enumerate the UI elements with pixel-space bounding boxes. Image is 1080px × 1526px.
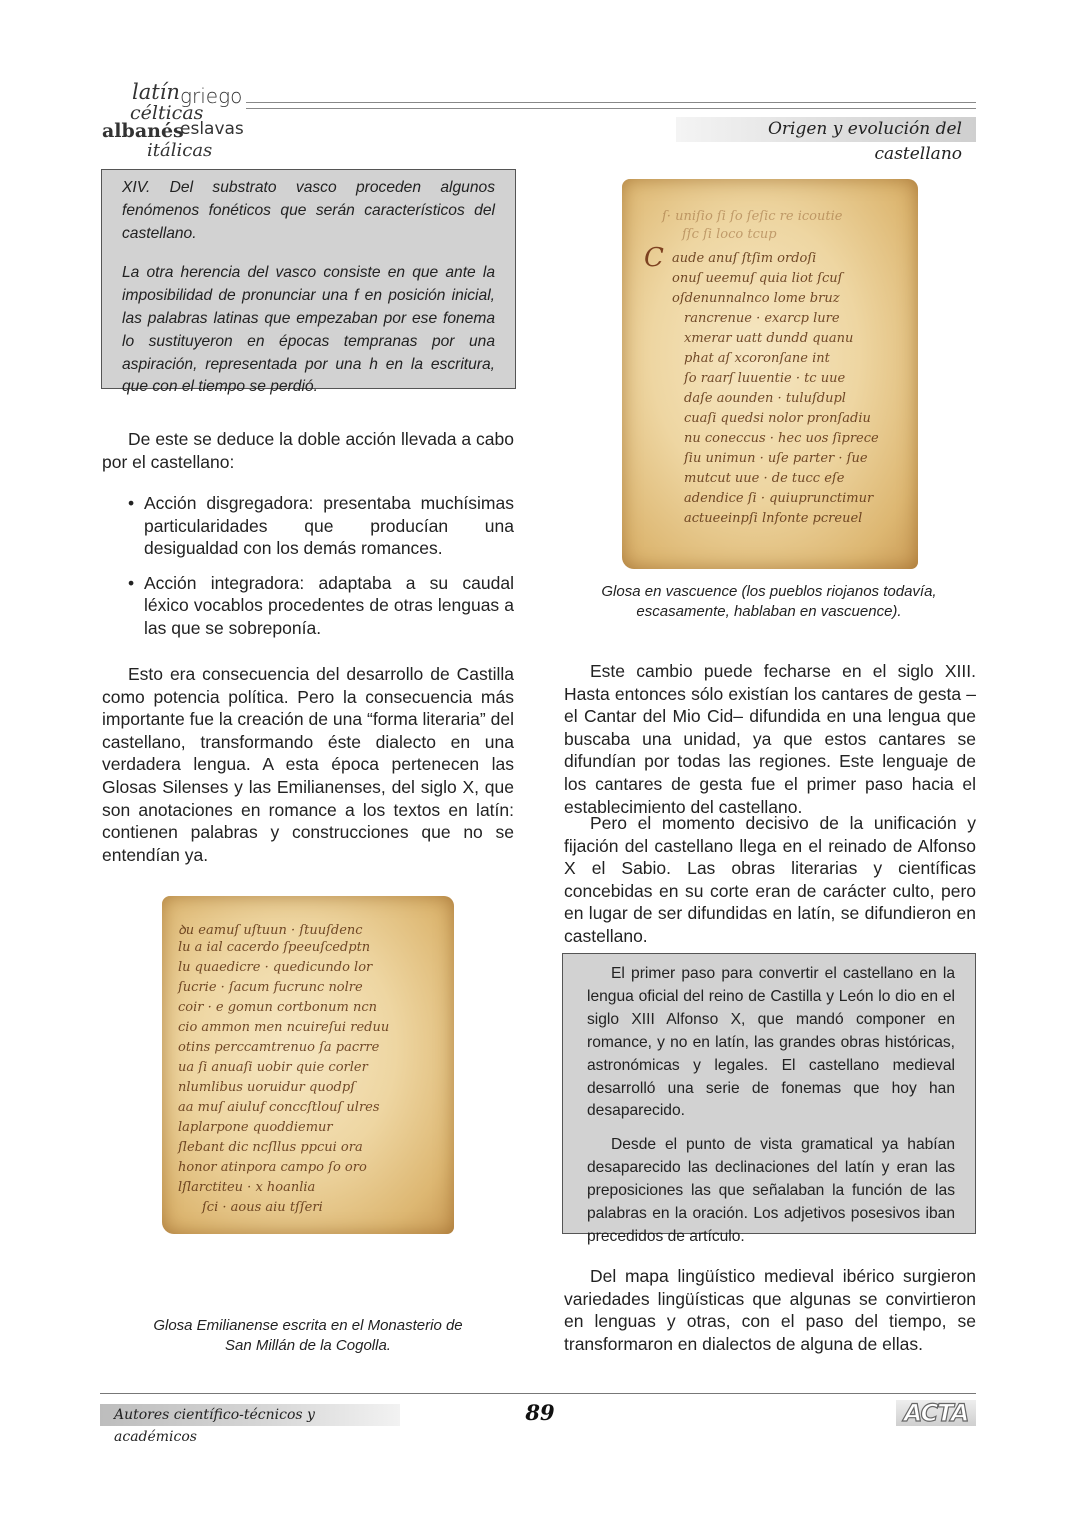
alfonso-box-p1: El primer paso para convertir el castellano en la lengua oficial del reino de Castilla y León lo dio en el siglo XIII Alfonso X, que mandó componer en romance, y no en latín, las grandes obras históricas, astronómicas y legales. El castellano medieval desarrolló una serie de fonemas que hoy han desaparecido. <box>587 965 955 1120</box>
list-item: • Acción integradora: adaptaba a su caudal léxico vocablos procedentes de otras lenguas a las que se sobreponía. <box>128 572 514 638</box>
manuscript-script-line: ꝺu eamuſ uſtuun · ſtuuſdenc <box>178 923 363 938</box>
vasco-box-p1: XIV. Del substrato vasco proceden algunos fenómenos fonéticos que serán característicos del castellano. <box>122 179 495 242</box>
bullet-integradora: Acción integradora: adaptaba a su caudal léxico vocablos procedentes de otras lenguas a las que se sobreponía. <box>144 572 514 638</box>
manuscript-script-line: ſlebant dic ncſllus ppcui ora <box>178 1140 363 1155</box>
list-item: • Acción disgregadora: presentaba muchísimas particularidades que producían una desigualdad con los demás romances. <box>128 493 514 559</box>
manuscript-script-line: ſ· uniſio ſi ſo ſeſic re icoutie <box>662 209 843 224</box>
logo-word-griego: griego <box>180 84 243 108</box>
manuscript-script-line: ſci · aous aiu tſſeri <box>202 1200 323 1215</box>
manuscript-script-line: honor atinpora campo ſo oro <box>178 1160 367 1175</box>
manuscript-script-line: daſe aounden · tuluſdupl <box>684 391 846 406</box>
manuscript-script-line: oſdenunnalnco lome bruz <box>672 291 840 306</box>
manuscript-script-line: actueeinpſi lnfonte pcreuel <box>684 511 863 526</box>
manuscript-script-line: cio ammon men ncuireſui reduu <box>178 1020 390 1035</box>
manuscript-script-line: ſucrie · ſacum fucrunc nolre <box>178 980 363 995</box>
alfonso-box-p2: Desde el punto de vista gramatical ya habían desaparecido las declinaciones del latín y eran las preposiciones las que señalaban la función de las palabras en la oración. Los adjetivos posesivos iban precedidos de artículo. <box>587 1136 955 1245</box>
manuscript-script-line: lu a ial cacerdo ſpeeuſcedptn <box>178 940 371 955</box>
manuscript-script-line: adendice ſi · quiuprunctimur <box>684 491 874 506</box>
manuscript-script-line: otins perccamtrenuo ſa pacrre <box>178 1040 380 1055</box>
vasco-box-p2: La otra herencia del vasco consiste en que ante la imposibilidad de pronunciar una f en posición inicial, las palabras latinas que empezaban por ese fonema lo sustituyeron en épocas tempranas por una aspiración, representada por una h en la escritura, que con el tiempo se perdió. <box>122 264 495 396</box>
manuscript-script-line: ſſc ſi loco tcup <box>682 227 777 242</box>
glosa-vascuence-image <box>622 179 918 569</box>
castilla-paragraph: Esto era consecuencia del desarrollo de Castilla como potencia política. Pero la consecuencia más importante fue la creación de una “forma literaria” del castellano, transformando éste dialecto en una verdadera lengua. A esta época pertenecen las Glosas Silenses y las Emilianenses, del siglo X, que son anotaciones en romance a los textos en latín: contienen palabras y construcciones que no se entendían ya. <box>102 664 514 865</box>
logo-word-latin: latín <box>132 80 180 104</box>
manuscript-script-line: nlumlibus uoruidur quodpſ <box>178 1080 356 1095</box>
manuscript-script-line: mutcut uue · de tucc eſe <box>684 471 845 486</box>
manuscript-script-line: rancrenue · exarcp lure <box>684 311 840 326</box>
glosa-vascuence-caption: Glosa en vascuence (los pueblos riojanos todavía, escasamente, hablaban en vascuence). <box>601 583 937 620</box>
manuscript-script-line: ſiu unimun · uſe parter · ſue <box>684 451 868 466</box>
bullet-disgregadora: Acción disgregadora: presentaba muchísimas particularidades que producían una desigualdad con los demás romances. <box>144 493 514 559</box>
manuscript-script-line: laplarpone quoddiemur <box>178 1120 333 1135</box>
manuscript-script-line: nu coneccus · hec uos ſiprece <box>684 431 879 446</box>
manuscript-script-line: coir · e gomun cortbonum ncn <box>178 1000 377 1015</box>
manuscript-script-line: phat aſ xcoronſane int <box>684 351 830 366</box>
glosa-emilianense-caption: Glosa Emilianense escrita en el Monasterio de San Millán de la Cogolla. <box>153 1317 463 1354</box>
action-list <box>128 492 514 640</box>
acta-logo: ACTA <box>896 1400 976 1426</box>
vasco-substrate-box <box>101 169 516 396</box>
manuscript-script-line: ua ſi anuaſi uobir quie corler <box>178 1060 368 1075</box>
logo-word-eslavas: eslavas <box>180 119 244 139</box>
logo-word-italicas: itálicas <box>147 140 213 161</box>
page-number: 89 <box>525 1400 555 1425</box>
header-rule-bottom <box>246 108 976 109</box>
manuscript-script-line: ſo raarſ luuentie · tc uue <box>684 371 846 386</box>
manuscript-script-line: onuſ ueemuſ quia liot ſcuſ <box>672 271 843 286</box>
manuscript-script-line: aude anuſ ſtſim ordoſi <box>672 251 817 266</box>
manuscript-script-line: lſlarctiteu · x hoanlia <box>178 1180 316 1195</box>
logo-word-albanes: albanés <box>102 120 184 142</box>
glosa-emilianense-image <box>162 896 454 1234</box>
header-rule-top <box>246 102 976 103</box>
mapa-linguistico-paragraph: Del mapa lingüístico medieval ibérico surgieron variedades lingüísticas que algunas se convirtieron en lenguas y otras, con el paso del tiempo, se transformaron en dialectos de alguna de ellas. <box>564 1266 976 1354</box>
footer-rule <box>100 1393 976 1394</box>
manuscript-script-line: cuaſi quedsi nolor pronſadiu <box>684 411 871 426</box>
section-title: Origen y evolución del castellano <box>676 117 976 142</box>
siglo-xiii-paragraph: Este cambio puede fecharse en el siglo XIII. Hasta entonces sólo existían los cantares de gesta –el Cantar del Mio Cid– difundida en una lengua que buscaba una unidad, ya que estos cantares se difundían por todas las regiones. Este lenguaje de los cantares de gesta fue el primer paso hacia el establecimiento del castellano. <box>564 661 976 817</box>
logo-word-celticas: célticas <box>130 102 204 124</box>
alfonso-x-box <box>562 953 976 1245</box>
manuscript-script-line: lu quaedicre · quedicundo lor <box>178 960 373 975</box>
manuscript-script-line: aa muſ aiuluf conccſtlouſ ulres <box>178 1100 380 1115</box>
manuscript-script-line: xmerar uatt dundd quanu <box>684 331 854 346</box>
alfonso-x-paragraph: Pero el momento decisivo de la unificación y fijación del castellano llega en el reinado de Alfonso X el Sabio. Las obras literarias y científicas concebidas en su corte eran de carácter culto, pero en lugar de ser difundidas en latín, se difundieron en castellano. <box>564 813 976 946</box>
publisher-line: Autores científico-técnicos y académicos <box>100 1404 400 1426</box>
manuscript-script-line: C <box>644 243 664 273</box>
intro-paragraph: De este se deduce la doble acción llevada a cabo por el castellano: <box>102 429 514 472</box>
